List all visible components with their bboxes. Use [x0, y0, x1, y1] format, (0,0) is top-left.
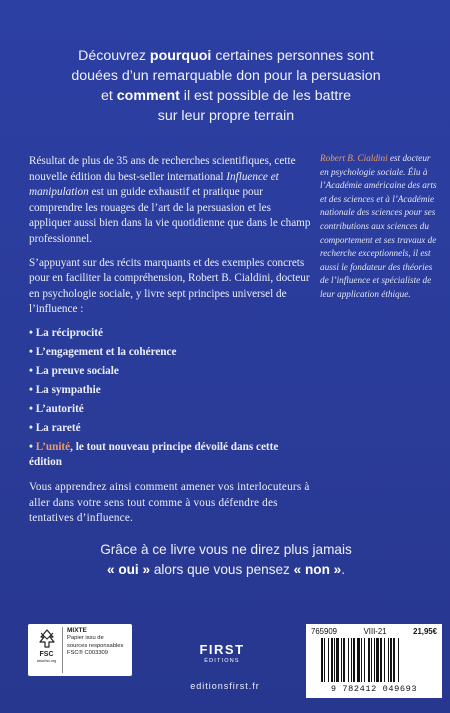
principle-item: • La réciprocité	[29, 326, 103, 339]
barcode-stripe	[331, 638, 333, 682]
barcode-header	[306, 624, 442, 636]
barcode-stripe	[376, 638, 379, 682]
principles-list	[29, 326, 313, 470]
product-code: 765909	[311, 627, 338, 636]
keyword-comment: comment	[116, 88, 180, 104]
barcode-stripe	[371, 638, 372, 682]
barcode-stripe	[398, 638, 399, 682]
author-bio	[320, 152, 438, 302]
barcode-stripe	[393, 638, 395, 682]
keyword-pourquoi: pourquoi	[149, 48, 212, 64]
barcode-stripe	[324, 638, 325, 682]
price: 21,95€	[413, 627, 437, 636]
fsc-logo-label: FSC	[39, 651, 54, 658]
barcode-stripe	[353, 638, 355, 682]
header-line-2: douées d’un remarquable don pour la persuasion	[71, 68, 381, 84]
principle-item: • La rareté	[29, 421, 81, 434]
barcode-stripe	[374, 638, 375, 682]
fsc-line-1: Papier issu de	[67, 635, 104, 642]
barcode-stripe	[380, 638, 382, 682]
barcode-stripe	[336, 638, 339, 682]
publisher-website: editionsfirst.fr	[190, 681, 260, 691]
principle-item-new: • L’unité, le tout nouveau principe dévoilé dans cette édition	[29, 440, 279, 468]
header-line-4: sur leur propre terrain	[157, 108, 295, 124]
tagline-line-1: Grâce à ce livre vous ne direz plus jamais	[100, 542, 352, 557]
barcode-stripe	[384, 638, 385, 682]
fsc-title: MIXTE	[67, 627, 87, 634]
principle-item: • La sympathie	[29, 383, 101, 396]
publisher-logo	[190, 642, 254, 664]
edition-code: VIII-21	[363, 627, 387, 636]
fsc-code: FSC® C003309	[67, 650, 109, 657]
tagline	[40, 540, 412, 580]
fsc-url: www.fsc.org	[36, 659, 57, 663]
barcode-stripe	[357, 638, 360, 682]
header-line-3: et comment il est possible de les battre	[101, 88, 351, 104]
fsc-text	[63, 627, 129, 673]
isbn-number: 9 782412 049693	[330, 684, 418, 694]
barcode-stripe	[364, 638, 365, 682]
fsc-logo	[31, 627, 63, 673]
fsc-tree-icon	[38, 629, 56, 649]
barcode-stripe	[361, 638, 362, 682]
tagline-line-2: « oui » alors que vous pensez « non ».	[106, 562, 345, 577]
summary-paragraph: S’appuyant sur des récits marquants et des exemples concrets pour en faciliter la compréhension, Robert B. Cialdini, docteur en psychologie sociale, y livre sept principes universel de l’influence :	[29, 256, 310, 316]
barcode-stripe	[321, 638, 323, 682]
word-oui: « oui »	[106, 562, 151, 577]
publisher-subtitle: ÉDITIONS	[204, 658, 240, 664]
barcode-stripe	[390, 638, 392, 682]
principle-item: • L’engagement et la cohérence	[29, 345, 177, 358]
closing-paragraph: Vous apprendrez ainsi comment amener vos interlocuteurs à aller dans votre sens tout comme à vous défendre des tentatives d’influence.	[29, 480, 310, 525]
barcode-panel	[306, 624, 442, 698]
publisher-name: FIRST	[199, 642, 245, 657]
barcode-stripe	[343, 638, 345, 682]
barcode-stripe	[334, 638, 335, 682]
cover-header	[40, 46, 412, 126]
barcode-stripe	[348, 638, 349, 682]
fsc-line-2: sources responsables	[67, 642, 124, 649]
book-title: Influence et manipulation	[29, 170, 279, 199]
barcode-icon	[320, 638, 434, 682]
word-non: « non »	[293, 562, 342, 577]
fsc-label	[28, 624, 132, 676]
principle-highlight: L’unité	[35, 440, 71, 453]
barcode-stripe	[341, 638, 342, 682]
barcode-stripe	[328, 638, 329, 682]
header-line-1: Découvrez pourquoi certaines personnes sont	[78, 48, 374, 64]
intro-paragraph: Résultat de plus de 35 ans de recherches scientifiques, cette nouvelle édition du best-seller international Influence et manipulation est un guide exhaustif et pratique pour comprendre les rouages de l’art de la persuasion et les appliquer aussi bien dans la vie quotidienne que dans le champ professionnel.	[29, 155, 311, 245]
principle-item: • L’autorité	[29, 402, 84, 415]
author-name: Robert B. Cialdini	[320, 153, 388, 163]
main-text-column	[29, 154, 313, 535]
principle-item: • La preuve sociale	[29, 364, 119, 377]
barcode-stripe	[368, 638, 370, 682]
author-bio-text: est docteur en psychologie sociale. Élu à l’Académie américaine des arts et des sciences et à l’Académie nationale des sciences pour ses contributions aux sciences du comportement et ses travaux de recherche exceptionnels, il est aussi le fondateur des théories de l’influence et spécialiste de leur application éthique.	[320, 153, 437, 299]
barcode-stripe	[351, 638, 352, 682]
barcode-stripe	[388, 638, 389, 682]
